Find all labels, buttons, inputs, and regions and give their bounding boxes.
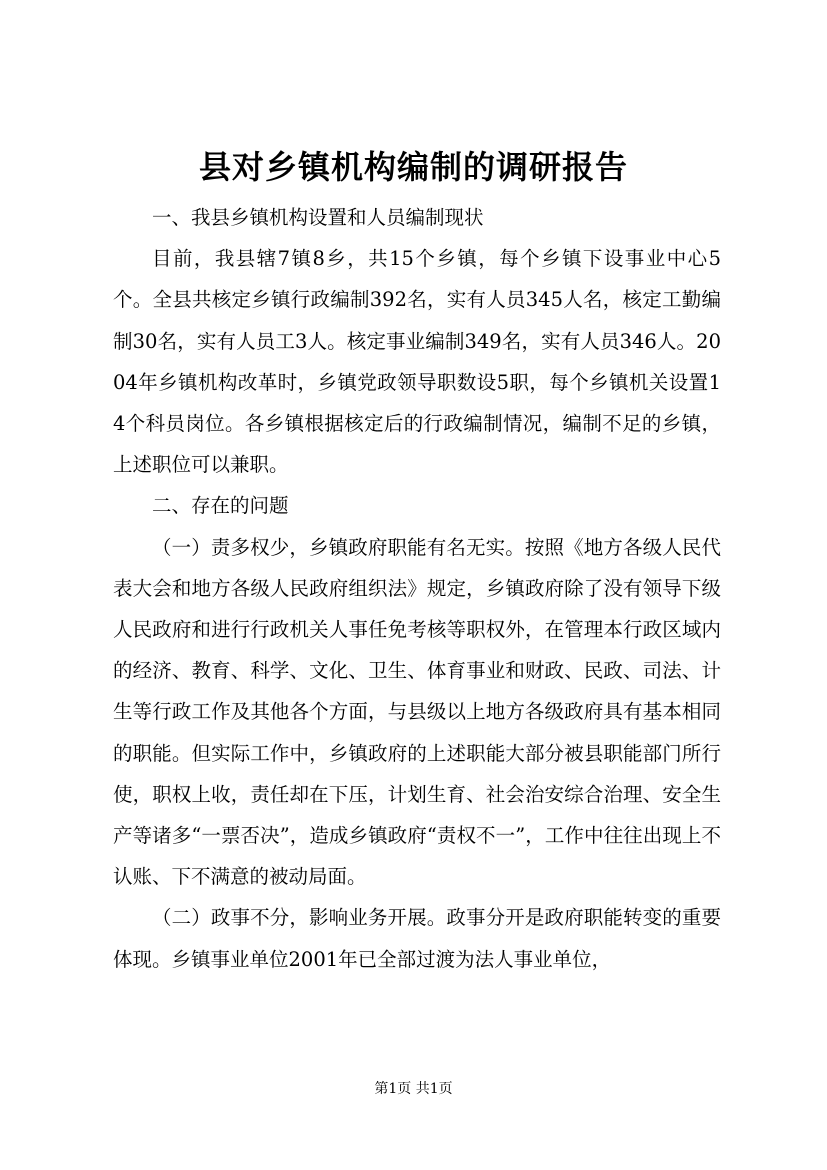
paragraph-problem-2: （二）政事不分，影响业务开展。政事分开是政府职能转变的重要体现。乡镇事业单位2001年已全部过渡为法人事业单位，: [113, 906, 721, 971]
paragraph-problem-1: （一）责多权少，乡镇政府职能有名无实。按照《地方各级人民代表大会和地方各级人民政府组织法》规定，乡镇政府除了没有领导下级人民政府和进行行政机关人事任免考核等职权外，在管理本行政区域内的经济、教育、科学、文化、卫生、体育事业和财政、民政、司法、计生等行政工作及其他各个方面，与县级以上地方各级政府具有基本相同的职能。但实际工作中，乡镇政府的上述职能大部分被县职能部门所行使，职权上收，责任却在下压，计划生育、社会治安综合治理、安全生产等诸多“一票否决”，造成乡镇政府“责权不一”，工作中往往出现上不认账、下不满意的被动局面。: [113, 535, 721, 889]
page-footer: 第1页 共1页: [374, 1081, 453, 1097]
paragraph-status: 目前，我县辖7镇8乡，共15个乡镇，每个乡镇下设事业中心5个。全县共核定乡镇行政编制392名，实有人员345人名，核定工勤编制30名，实有人员工3人。核定事业编制349名，实有人员346人。2004年乡镇机构改革时，乡镇党政领导职数设5职，每个乡镇机关设置14个科员岗位。各乡镇根据核定后的行政编制情况，编制不足的乡镇，上述职位可以兼职。: [113, 247, 721, 477]
section-heading-2: 二、存在的问题: [152, 494, 289, 518]
section-heading-1: 一、我县乡镇机构设置和人员编制现状: [152, 206, 484, 229]
document-body: [113, 197, 721, 980]
document-title: 县对乡镇机构编制的调研报告: [198, 148, 628, 186]
